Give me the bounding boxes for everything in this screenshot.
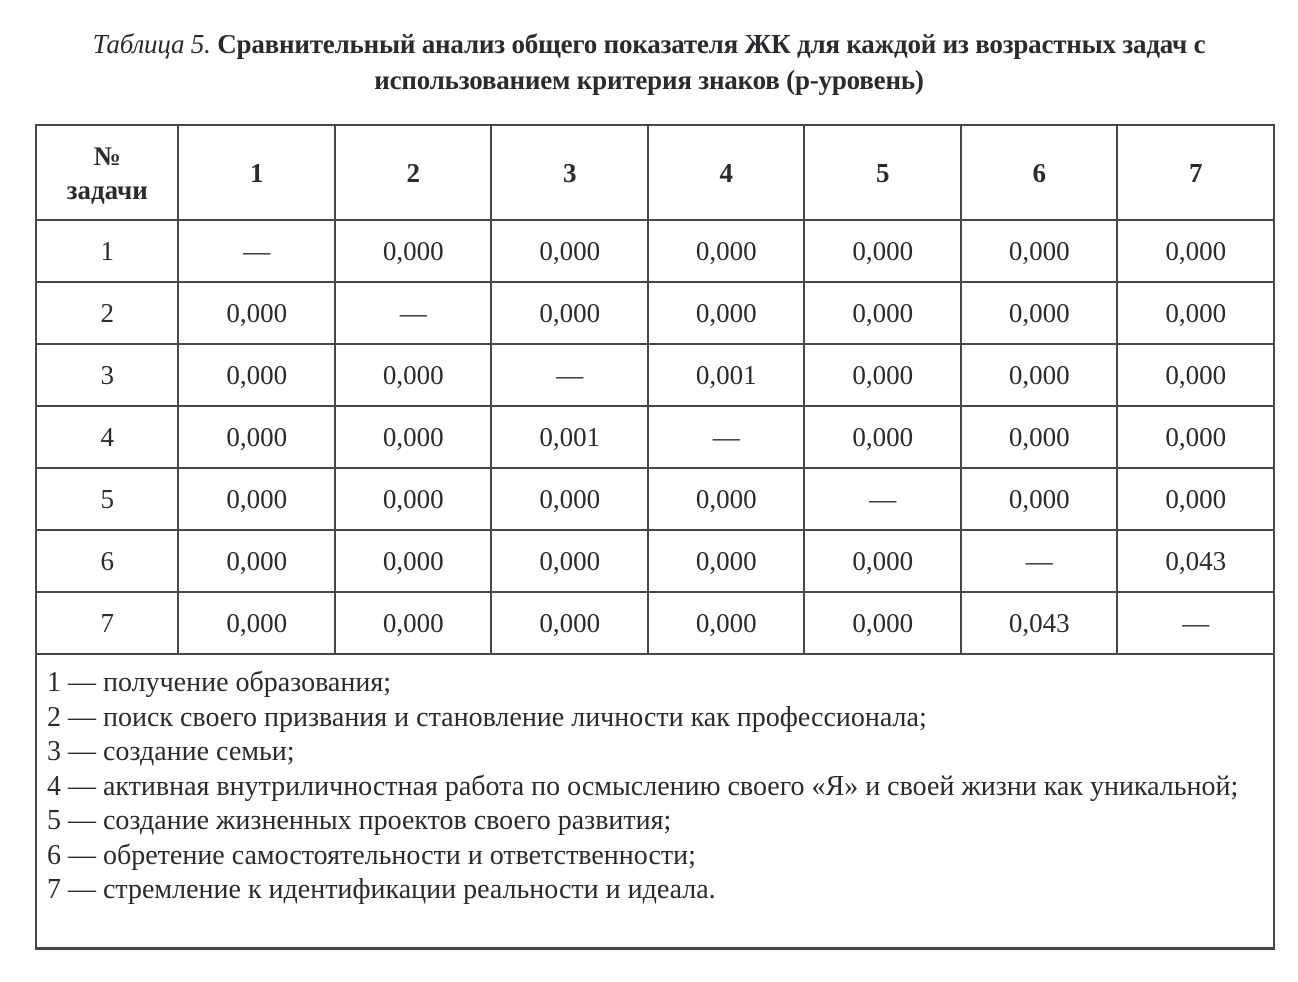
p-value-cell: 0,001	[648, 344, 805, 406]
legend-item: 7 — стремление к идентификации реальности и идеала.	[47, 874, 716, 905]
p-value-cell: 0,000	[491, 468, 648, 530]
p-value-cell: 0,000	[1117, 468, 1274, 530]
row-label: 7	[36, 592, 178, 654]
table-row	[36, 282, 1274, 344]
p-value-cell: 0,000	[804, 406, 961, 468]
p-value-cell: 0,000	[648, 592, 805, 654]
column-header: 6	[961, 125, 1118, 220]
table-row	[36, 344, 1274, 406]
p-value-cell: 0,000	[804, 344, 961, 406]
p-value-cell: 0,000	[1117, 344, 1274, 406]
corner-header-number-sign: №	[93, 140, 121, 171]
table-row	[36, 220, 1274, 282]
p-value-cell: 0,000	[961, 282, 1118, 344]
column-header: 3	[491, 125, 648, 220]
p-value-cell: 0,000	[648, 468, 805, 530]
legend-item: 6 — обретение самостоятельности и ответственности;	[47, 839, 696, 871]
p-value-cell: 0,000	[178, 344, 335, 406]
p-value-cell: 0,000	[648, 282, 805, 344]
row-label: 1	[36, 220, 178, 282]
p-value-cell: 0,043	[961, 592, 1118, 654]
legend-item: 5 — создание жизненных проектов своего развития;	[47, 805, 672, 836]
p-value-cell: 0,000	[178, 530, 335, 592]
p-value-cell: 0,000	[491, 530, 648, 592]
p-value-cell: 0,000	[335, 592, 492, 654]
column-header: 5	[804, 125, 961, 220]
p-value-cell: 0,043	[1117, 530, 1274, 592]
p-value-cell: 0,000	[648, 530, 805, 592]
p-value-cell: 0,000	[335, 468, 492, 530]
p-value-cell: 0,000	[335, 220, 492, 282]
row-label: 4	[36, 406, 178, 468]
table-row	[36, 592, 1274, 654]
p-value-cell: 0,000	[335, 344, 492, 406]
row-label: 3	[36, 344, 178, 406]
p-value-cell: 0,000	[804, 282, 961, 344]
p-value-cell: 0,000	[961, 468, 1118, 530]
p-value-cell: 0,000	[648, 220, 805, 282]
table-body	[36, 220, 1274, 654]
p-value-cell: —	[804, 468, 961, 530]
p-value-cell: 0,000	[804, 592, 961, 654]
table-caption	[0, 26, 1298, 98]
row-label: 5	[36, 468, 178, 530]
legend-item: 1 — получение образования;	[47, 667, 391, 698]
p-value-cell: 0,000	[961, 406, 1118, 468]
corner-header-word: задачи	[66, 174, 148, 205]
comparison-table	[35, 124, 1275, 655]
row-label: 6	[36, 530, 178, 592]
header-row	[36, 125, 1274, 220]
task-legend	[35, 654, 1275, 950]
p-value-cell: 0,000	[804, 530, 961, 592]
p-value-cell: 0,000	[1117, 406, 1274, 468]
p-value-cell: —	[491, 344, 648, 406]
p-value-cell: 0,000	[804, 220, 961, 282]
legend-item: 3 — создание семьи;	[47, 736, 295, 767]
p-value-cell: 0,001	[491, 406, 648, 468]
caption-title: Сравнительный анализ общего показателя ЖК для каждой из возрастных задач с использованием критерия знаков (p-уровень)	[217, 29, 1206, 95]
p-value-cell: 0,000	[335, 406, 492, 468]
caption-label: Таблица 5.	[92, 29, 211, 59]
p-value-cell: 0,000	[178, 592, 335, 654]
column-header: 4	[648, 125, 805, 220]
p-value-cell: 0,000	[491, 220, 648, 282]
p-value-cell: 0,000	[178, 282, 335, 344]
column-header: 7	[1117, 125, 1274, 220]
p-value-cell: 0,000	[961, 344, 1118, 406]
p-value-cell: 0,000	[1117, 220, 1274, 282]
p-value-cell: —	[961, 530, 1118, 592]
legend-item: 2 — поиск своего призвания и становление личности как профессионала;	[47, 701, 927, 733]
row-label: 2	[36, 282, 178, 344]
corner-header	[36, 125, 178, 220]
p-value-cell: 0,000	[961, 220, 1118, 282]
legend-item: 4 — активная внутриличностная работа по осмыслению своего «Я» и своей жизни как уникальной;	[47, 770, 1239, 802]
p-value-cell: 0,000	[1117, 282, 1274, 344]
p-value-cell: 0,000	[178, 468, 335, 530]
column-header: 2	[335, 125, 492, 220]
column-header: 1	[178, 125, 335, 220]
p-value-cell: —	[648, 406, 805, 468]
table-row	[36, 530, 1274, 592]
p-value-cell: —	[335, 282, 492, 344]
p-value-cell: —	[178, 220, 335, 282]
p-value-cell: 0,000	[178, 406, 335, 468]
p-value-cell: —	[1117, 592, 1274, 654]
p-value-cell: 0,000	[491, 592, 648, 654]
table-row	[36, 468, 1274, 530]
p-value-cell: 0,000	[335, 530, 492, 592]
table-row	[36, 406, 1274, 468]
p-value-cell: 0,000	[491, 282, 648, 344]
